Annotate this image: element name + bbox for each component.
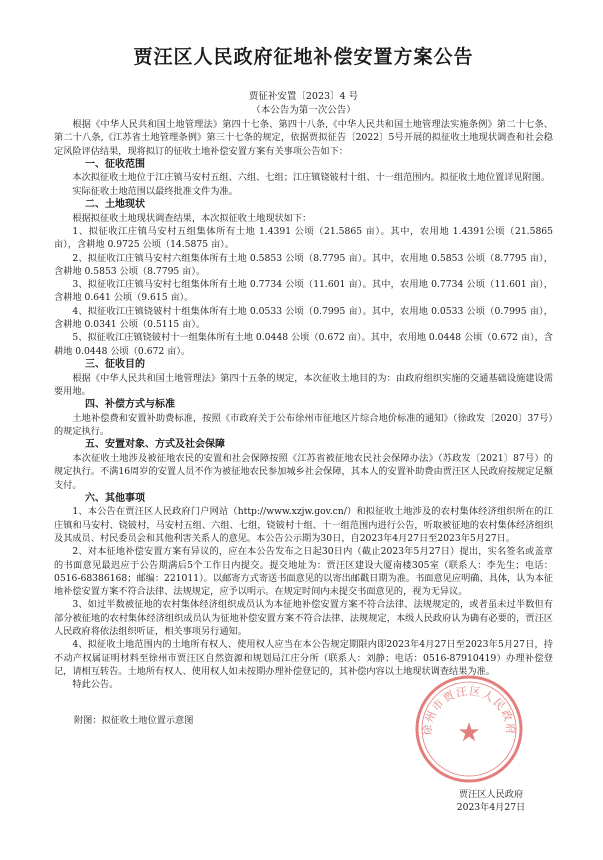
signature-date: 2023年4月27日 xyxy=(456,802,526,813)
signature-org: 贾汪区人民政府 xyxy=(458,789,524,800)
section-heading: 二、土地现状 xyxy=(85,199,145,211)
list-item: 1、拟征收江庄镇马安村五组集体所有土地 1.4391 公顷（21.5865 亩）。其中，农用地 1.4391公顷（21.5865 亩），含耕地 0.9725 公顷（14.5875 亩）。 xyxy=(54,225,553,251)
list-item: 3、如过半数被征地的农村集体经济组织成员认为本征地补偿安置方案不符合法律、法规规定的，或者虽未过半数但有部分被征地的农村集体经济组织成员认为征地补偿安置方案不符合法律、法规规定，本级人民政府认为确有必要的，贾汪区人民政府将依法组织听证，相关事项另行通知。 xyxy=(54,599,553,638)
section-compensation xyxy=(54,398,553,438)
section-heading: 六、其他事项 xyxy=(85,492,145,504)
list-item: 4、拟征收江庄镇铙铍村十组集体所有土地 0.0533 公顷（0.7995 亩）。其中，农用地 0.0533 公顷（0.7995 亩），含耕地 0.0341 公顷（0.5115 亩）。 xyxy=(54,305,553,331)
list-item: 3、拟征收江庄镇马安村七组集体所有土地 0.7734 公顷（11.601 亩）。其中，农用地 0.7734 公顷（11.601 亩），含耕地 0.641 公顷（9.615 亩）。 xyxy=(54,279,553,304)
section-heading: 四、补偿方式与标准 xyxy=(85,399,175,411)
section-heading: 一、征收范围 xyxy=(85,158,145,170)
section-resettlement xyxy=(54,438,553,491)
list-item: 2、拟征收江庄镇马安村六组集体所有土地 0.5853 公顷（8.7795 亩）。其中，农用地 0.5853 公顷（8.7795 亩），含耕地 0.5853 公顷（8.7795 亩）。 xyxy=(54,252,553,277)
section-purpose xyxy=(54,358,553,398)
paragraph: 本次征收土地涉及被征地农民的安置和社会保障按照《江苏省被征地农民社会保障办法》（苏政发〔2021〕87号）的规定执行。不满16周岁的安置人员不作为被征地农民参加城乡社会保障，其本人的安置补助费由贾汪区人民政府按规定足额支付。 xyxy=(54,452,553,491)
closing-line: 特此公告。 xyxy=(72,679,119,691)
list-item: 1、本公告在贾汪区人民政府门户网站（http://www.xzjw.gov.cn/）和拟征收土地涉及的农村集体经济组织所在的江庄镇和马安村、铙铍村，马安村五组、六组、七组，铙铍村十组、十一组范围内进行公告，听取被征地的农村集体经济组织及其成员、村民委员会和其他利害关系人的意见。本公告公示期为30日，自2023年4月27日至2023年5月27日。 xyxy=(54,506,553,544)
section-heading: 五、安置对象、方式及社会保障 xyxy=(85,439,225,451)
attachment-note: 附图：拟征收土地位置示意图 xyxy=(74,714,194,726)
official-seal xyxy=(413,673,525,785)
list-item: 2、对本征地补偿安置方案有异议的，应在本公告发布之日起30日内（截止2023年5月27日）提出，实名签名或盖章的书面意见最迟应于公告期满后5个工作日内提交。提交地址为：贾汪区建设大厦南楼305室（联系人：李先生；电话：0516-68386168；邮编：221011）。以邮寄方式寄送书面意见的以寄出邮戳日期为准。书面意见应明确、具体，认为本征地补偿安置方案不符合法律、法规规定，应予以明示。在规定时间内未提交书面意见的，视为无异议。 xyxy=(54,546,553,598)
page-title: 贾汪区人民政府征地补偿安置方案公告 xyxy=(133,46,474,68)
paragraph: 土地补偿费和安置补助费标准，按照《市政府关于公布徐州市征地区片综合地价标准的通知》（徐政发〔2020〕37号）的规定执行。 xyxy=(54,412,553,438)
paragraph: 根据《中华人民共和国土地管理法》第四十五条的规定，本次征收土地目的为：由政府组织实施的交通基础设施建设需要用地。 xyxy=(54,372,553,397)
paragraph: 根据拟征收土地现状调查结果，本次拟征收土地现状如下： xyxy=(72,212,312,224)
paragraph: 实际征收土地范围以最终批准文件为准。 xyxy=(72,185,238,197)
section-heading: 三、征收目的 xyxy=(85,358,145,370)
subtitle: （本公告为第一次公告） xyxy=(251,105,356,116)
document-number: 贾征补安置〔2023〕4 号 xyxy=(248,91,359,102)
paragraph: 本次拟征收土地位于江庄镇马安村五组、六组、七组；江庄镇铙铍村十组、十一组范围内。拟征收土地位置详见附图。 xyxy=(72,172,551,184)
seal-text: 徐州市贾汪区人民政府 xyxy=(420,684,518,737)
section-other-matters xyxy=(54,492,553,692)
list-item: 4、拟征收土地范围内的土地所有权人、使用权人应当在本公告规定期限内即2023年4月27日至2023年5月27日，持不动产权属证明材料至徐州市贾汪区自然资源和规划局江庄分所（联系人：刘静；电话：0516-87910419）办理补偿登记，请相互转告。土地所有权人、使用权人如未按期办理补偿登记的，其补偿内容以土地现状调查结果为准。 xyxy=(54,639,553,677)
svg-text:★: ★ xyxy=(457,718,481,748)
intro-paragraph: 根据《中华人民共和国土地管理法》第四十七条、第四十八条,《中华人民共和国土地管理法实施条例》第二十七条、第二十八条,《江苏省土地管理条例》第三十七条的规定，依据贾拟征告〔2022〕5号开展的拟征收土地现状调查和社会稳定风险评估结果，现将拟订的征收土地补偿安置方案有关事项公告如下： xyxy=(54,119,553,157)
section-land-status xyxy=(54,198,553,358)
section-scope xyxy=(54,158,553,198)
list-item: 5、拟征收江庄镇铙铍村十一组集体所有土地 0.0448 公顷（0.672 亩）。其中，农用地 0.0448 公顷（0.672 亩），含耕地 0.0448 公顷（0.672 亩）。 xyxy=(54,332,553,357)
